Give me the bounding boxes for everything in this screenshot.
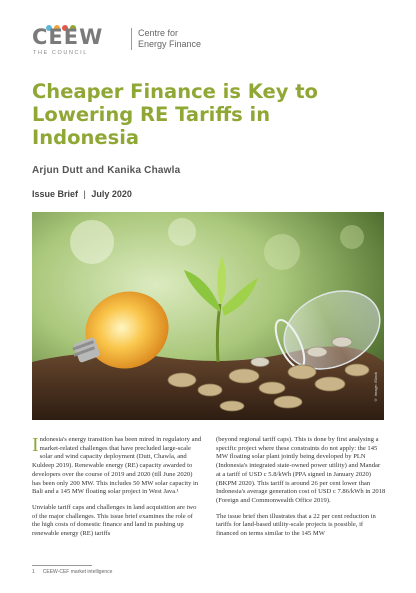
body-column-right [216, 436, 386, 546]
org-name-line1: Centre for [138, 28, 179, 38]
brief-type: Issue Brief [32, 189, 79, 199]
footnote [32, 569, 112, 575]
body-column-left [32, 436, 202, 546]
document-header [32, 18, 392, 58]
footnote-number: 1 [32, 569, 35, 575]
body-paragraph [32, 436, 202, 497]
footnote-rule [32, 565, 92, 566]
body-paragraph: Unviable tariff caps and challenges in land acquisition are two of the major challenges. This issue brief examines the role of the high costs of domestic finance and land in pushing up renewable energy (RE) tariffs [32, 503, 197, 538]
body-paragraph: The issue brief then illustrates that a 22 per cent reduction in tariffs for land-based utility-scale projects is possible, if financed on terms similar to the 145 MW [216, 512, 376, 538]
brief-meta [32, 189, 132, 199]
body-paragraph: (beyond regional tariff caps). This is done by first analysing a specific project where these constraints do not apply: the 145 MW floating solar plant jointly being developed by PLN (Indonesia's integrated state-owned power utility) and Mandar at a tariff of USD c 5.8/kWh (PPA signed in January 2020) (BKPM 2020). This tariff is around 26 per cent lower than Indonesia's average generation cost of USD c 7.86/kWh in 2018 (Foreign and Commonwealth Office 2019). [216, 436, 386, 504]
org-name [138, 28, 258, 50]
document-title: Cheaper Finance is Key to Lowering RE Tariffs in Indonesia [32, 80, 318, 149]
logo-subtext: THE COUNCIL [33, 50, 88, 56]
org-name-line2: Energy Finance [138, 39, 202, 49]
footnote-text: CEEW-CEF market intelligence [42, 569, 113, 575]
brief-separator: | [83, 189, 86, 199]
dropcap: I [32, 434, 39, 456]
photo-credit: © Image: iStock [373, 371, 378, 402]
cover-photo [32, 212, 384, 420]
cover-photo-image [32, 212, 384, 420]
ceew-logo: CEEW [32, 25, 104, 49]
logo-divider [131, 28, 132, 50]
brief-date: July 2020 [91, 189, 132, 199]
authors: Arjun Dutt and Kanika Chawla [32, 165, 181, 176]
paragraph-text: ndonesia's energy transition has been mired in regulatory and market-related challenges that have precluded large-scale solar and wind capacity deployment (Dutt, Chawla, and Kuldeep 2019). Renewable energy (RE) capacity awarded to developers over the course of 2019 and 2020 (till June 2020) has been only 200 MW. This includes 50 MW solar capacity in Bali and a 145 MW floating solar project in West Java.¹ [32, 436, 202, 496]
